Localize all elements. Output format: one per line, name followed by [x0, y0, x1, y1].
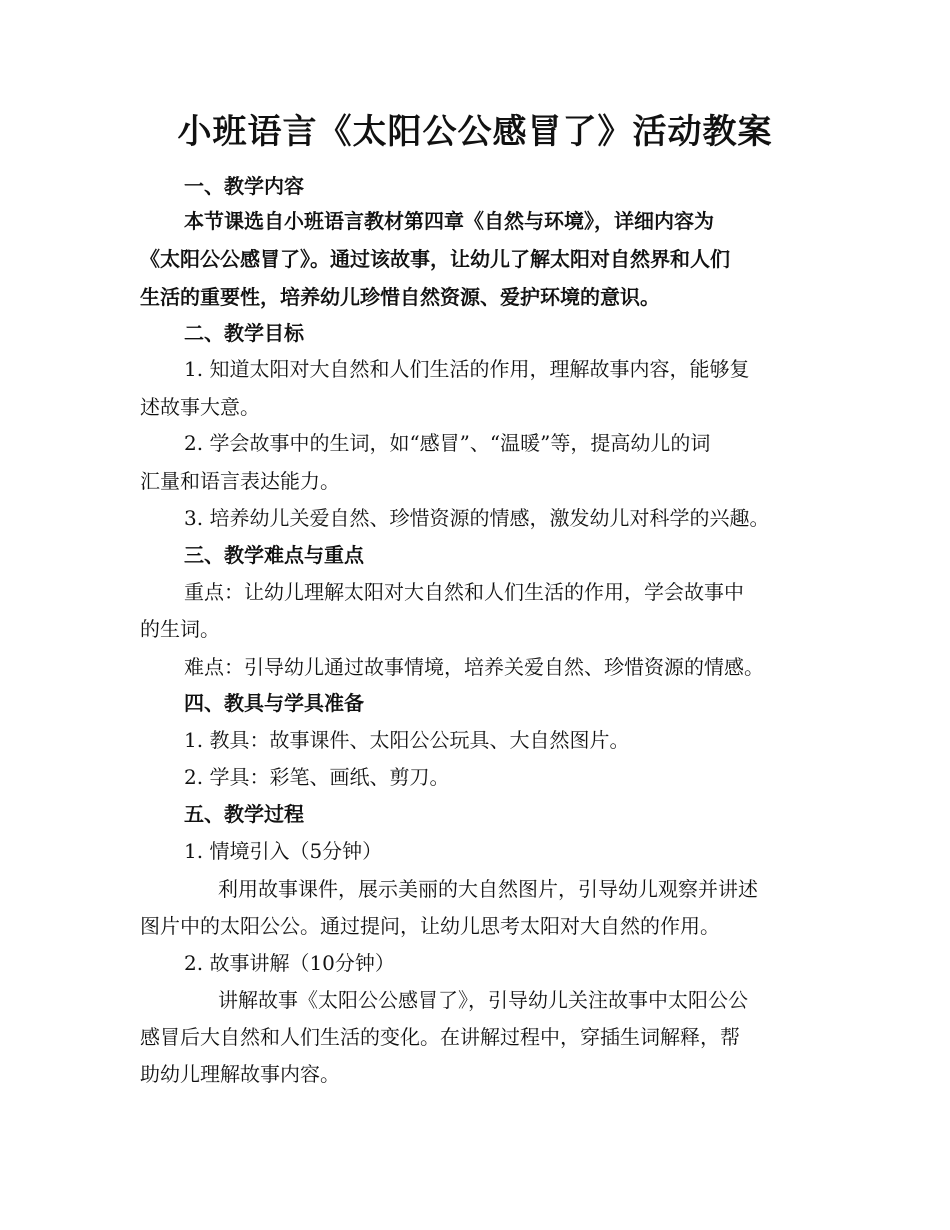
- paragraph-line: 2. 故事讲解（10分钟）: [184, 951, 395, 975]
- paragraph-line: 2. 学会故事中的生词，如“感冒”、“温暖”等，提高幼儿的词: [184, 431, 711, 455]
- paragraph-line: 2. 学具：彩笔、画纸、剪刀。: [184, 765, 450, 789]
- paragraph-line: 1. 知道太阳对大自然和人们生活的作用，理解故事内容，能够复: [184, 357, 750, 381]
- paragraph-line: 助幼儿理解故事内容。: [140, 1062, 340, 1086]
- paragraph-line: 述故事大意。: [140, 395, 260, 419]
- paragraph-line: 重点：让幼儿理解太阳对大自然和人们生活的作用，学会故事中: [184, 580, 744, 604]
- paragraph-line: 《太阳公公感冒了》。通过该故事，让幼儿了解太阳对自然界和人们: [140, 247, 730, 271]
- section-heading-4: 四、教具与学具准备: [184, 691, 364, 715]
- paragraph-line: 本节课选自小班语言教材第四章《自然与环境》，详细内容为: [184, 209, 714, 233]
- paragraph-line: 3. 培养幼儿关爱自然、珍惜资源的情感，激发幼儿对科学的兴趣。: [184, 506, 770, 530]
- section-heading-5: 五、教学过程: [184, 802, 304, 826]
- paragraph-line: 生活的重要性，培养幼儿珍惜自然资源、爱护环境的意识。: [140, 285, 660, 309]
- section-heading-3: 三、教学难点与重点: [184, 543, 364, 567]
- paragraph-line: 难点：引导幼儿通过故事情境，培养关爱自然、珍惜资源的情感。: [184, 655, 764, 679]
- section-heading-2: 二、教学目标: [184, 321, 304, 345]
- paragraph-line: 汇量和语言表达能力。: [140, 469, 340, 493]
- paragraph-line: 利用故事课件，展示美丽的大自然图片，引导幼儿观察并讲述: [218, 877, 758, 901]
- paragraph-line: 1. 教具：故事课件、太阳公公玩具、大自然图片。: [184, 728, 630, 752]
- document-title: 小班语言《太阳公公感冒了》活动教案: [177, 112, 773, 152]
- paragraph-line: 的生词。: [140, 617, 220, 641]
- section-heading-1: 一、教学内容: [184, 174, 304, 198]
- paragraph-line: 1. 情境引入（5分钟）: [184, 839, 383, 863]
- paragraph-line: 感冒后大自然和人们生活的变化。在讲解过程中，穿插生词解释，帮: [140, 1025, 740, 1049]
- paragraph-line: 讲解故事《太阳公公感冒了》，引导幼儿关注故事中太阳公公: [218, 988, 748, 1012]
- paragraph-line: 图片中的太阳公公。通过提问，让幼儿思考太阳对大自然的作用。: [140, 914, 720, 938]
